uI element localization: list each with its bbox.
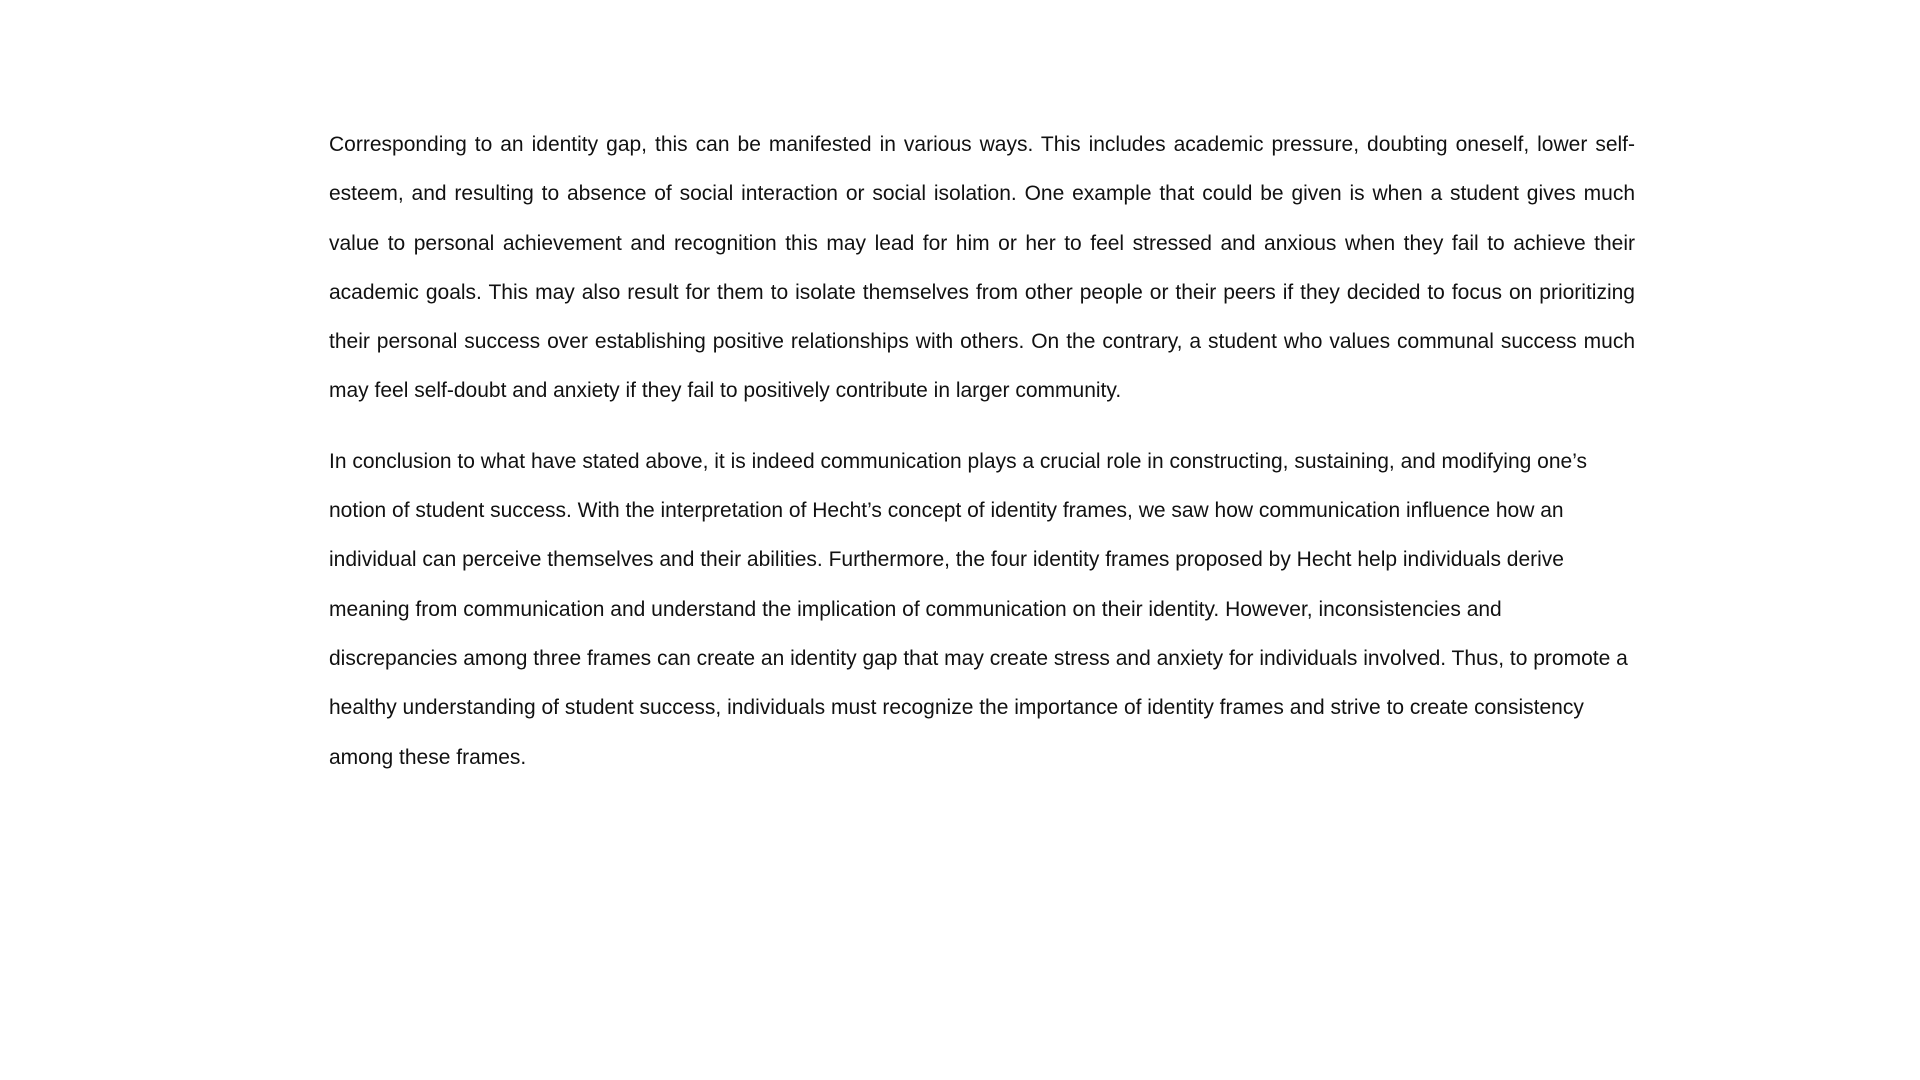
paragraph-identity-gap: Corresponding to an identity gap, this can be manifested in various ways. This includes academic pressure, doubting oneself, lower self-esteem, and resulting to absence of social interaction or social isolation. One example that could be given is when a student gives much value to personal achievement and recognition this may lead for him or her to feel stressed and anxious when they fail to achieve their academic goals. This may also result for them to isolate themselves from other people or their peers if they decided to focus on prioritizing their personal success over establishing positive relationships with others. On the contrary, a student who values communal success much may feel self-doubt and anxiety if they fail to positively contribute in larger community.	[329, 133, 1635, 403]
document-body	[329, 120, 1635, 782]
paragraph-conclusion: In conclusion to what have stated above, it is indeed communication plays a crucial role in constructing, sustaining, and modifying one’s notion of student success. With the interpretation of Hecht’s concept of identity frames, we saw how communication influence how an individual can perceive themselves and their abilities. Furthermore, the four identity frames proposed by Hecht help individuals derive meaning from communication and understand the implication of communication on their identity. However, inconsistencies and discrepancies among three frames can create an identity gap that may create stress and anxiety for individuals involved. Thus, to promote a healthy understanding of student success, individuals must recognize the importance of identity frames and strive to create consistency among these frames.	[329, 449, 1628, 769]
